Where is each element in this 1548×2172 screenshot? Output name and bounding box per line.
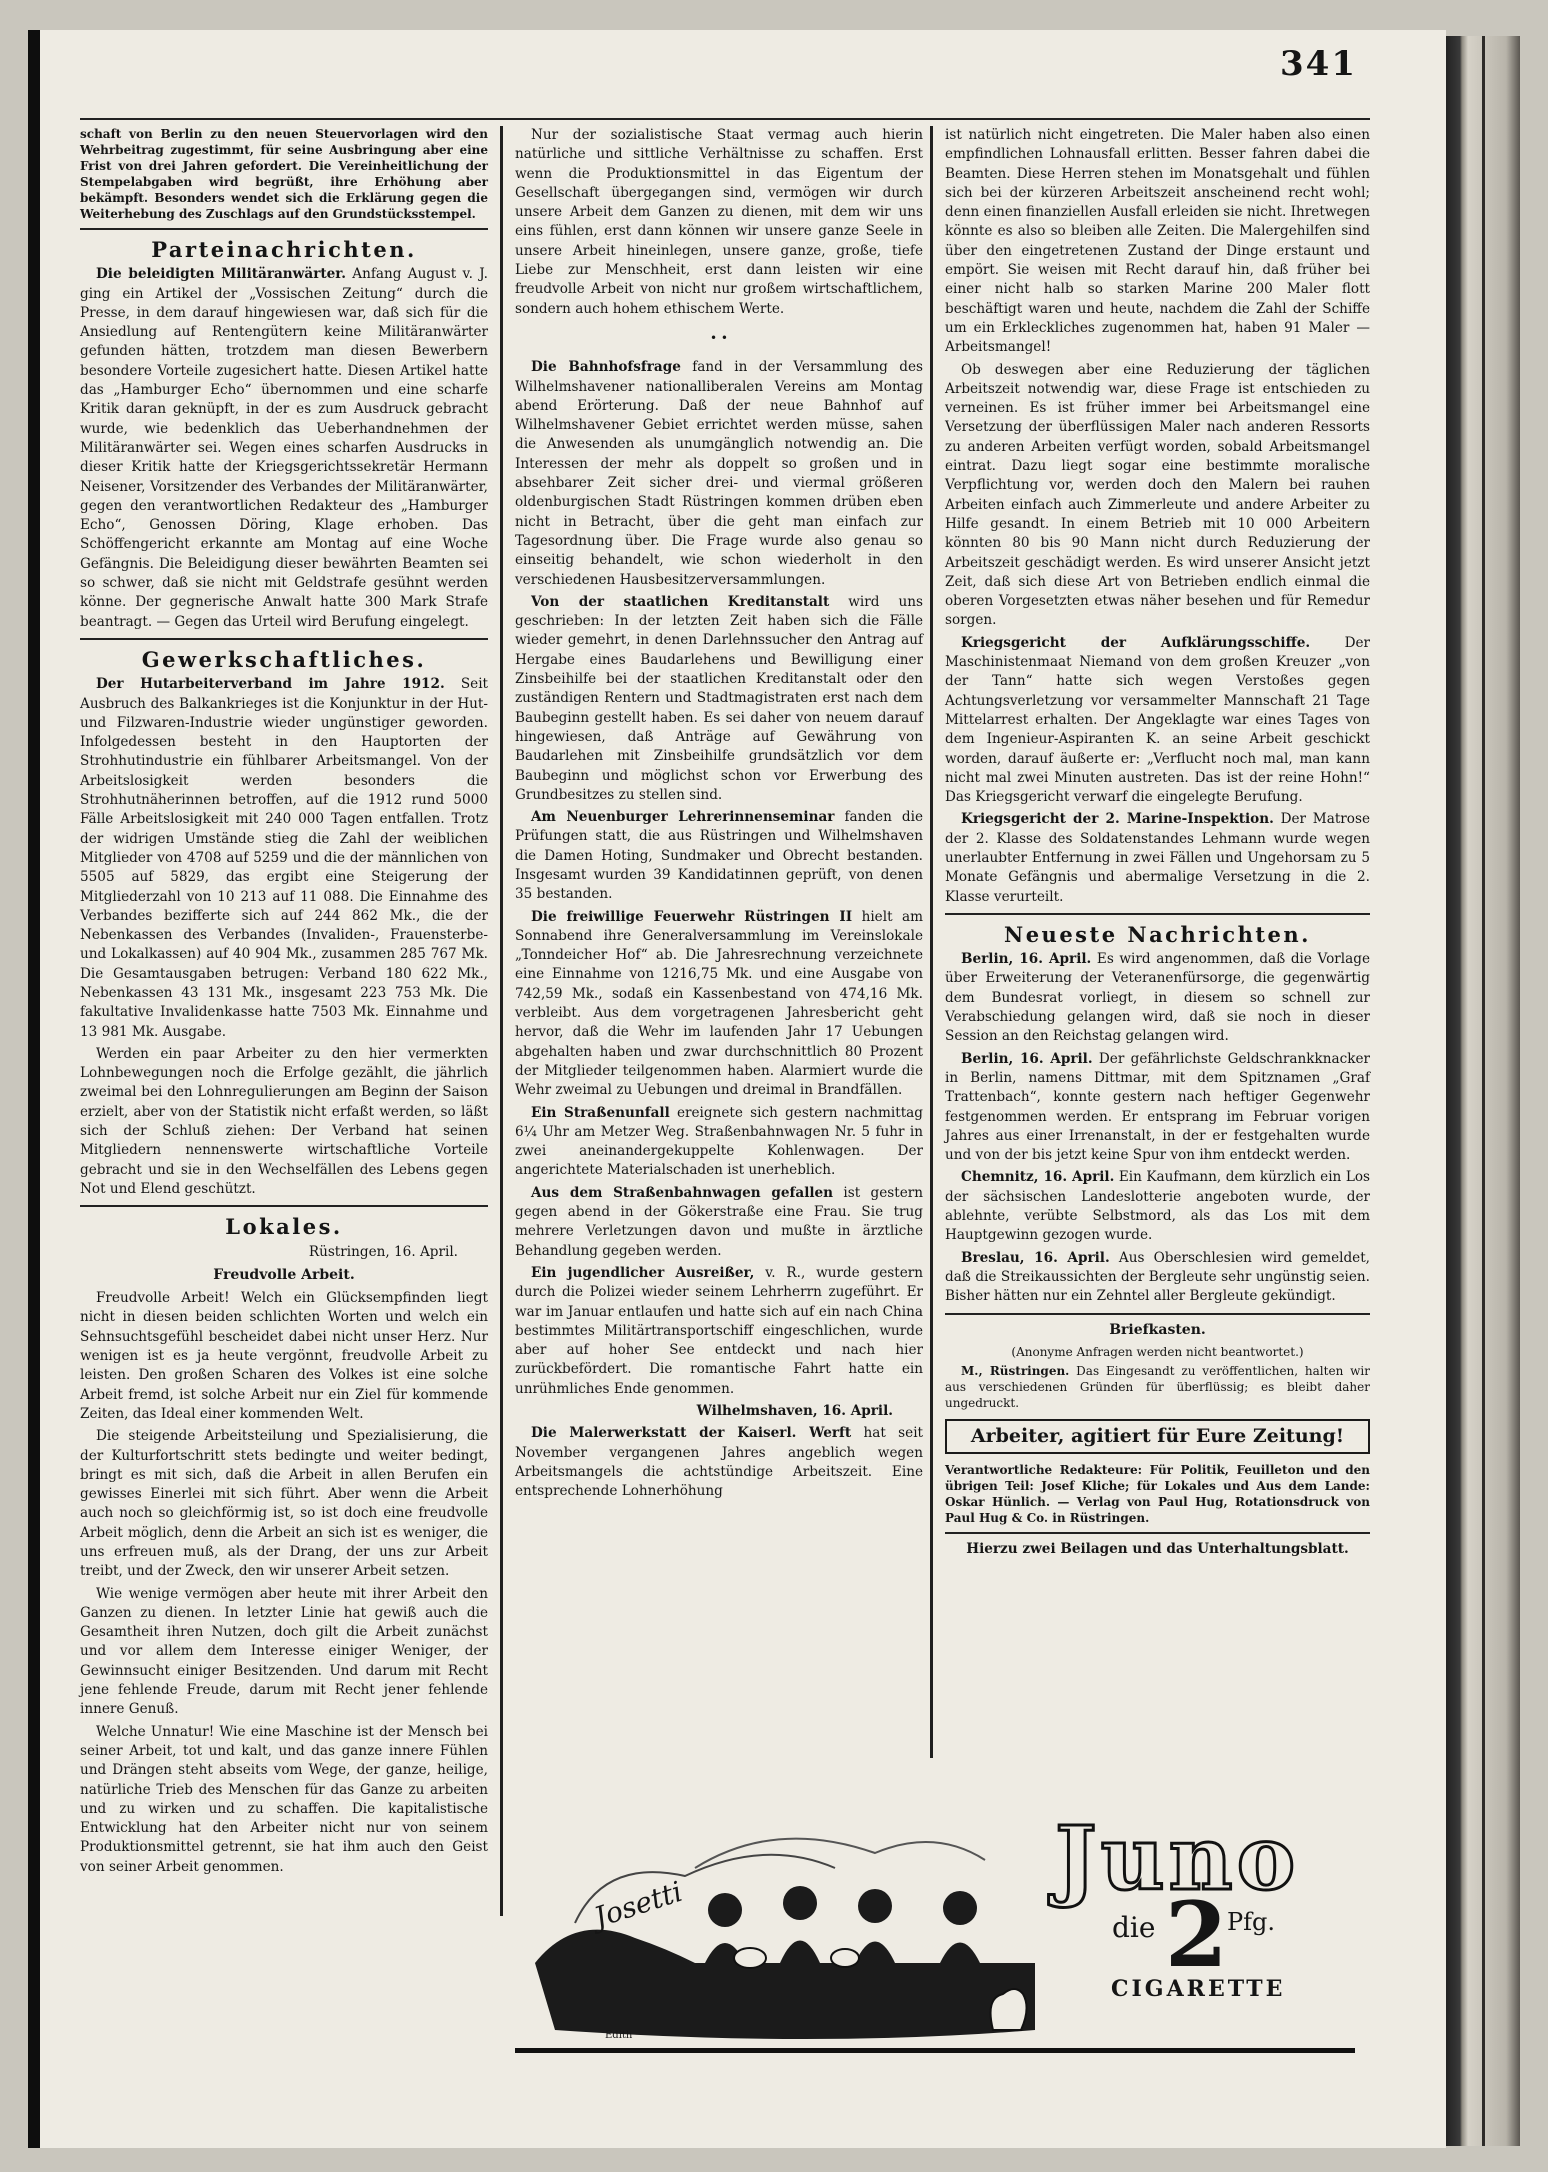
news-dateline: Berlin, 16. April. xyxy=(961,951,1092,968)
news-body: Es wird angenommen, daß die Vorlage über Erweiterung der Veteranenfürsorge, die gegenwärtig dem Bundesrat vorliegt, in diesem so schnell zur Verabschiedung gelangen wird, daß sie noch in dieser Session an den Reichstag gelangen wird. xyxy=(945,951,1371,1045)
article xyxy=(515,1184,923,1261)
article xyxy=(515,358,923,590)
dateline: Wilhelmshaven, 16. April. xyxy=(696,1403,893,1419)
article xyxy=(515,1264,923,1399)
section-rule xyxy=(80,1205,488,1207)
article xyxy=(80,265,488,632)
section-rule xyxy=(80,638,488,640)
artist-signature: Edith xyxy=(605,2030,633,2041)
article-body: Welche Unnatur! Wie eine Maschine ist der Mensch bei seiner Arbeit, tot und kalt, und das ganze innere Fühlen und Drängen steht abseits vom Wege, der ganze, heilige, natürliche Trieb des Menschen für das Ganze zu arbeiten und zu wirken und zu schaffen. Die kapitalistische Entwicklung hat den Arbeiter nicht nur von seinem Produktionsmittel getrennt, sie hat ihm auch den Geist von seiner Arbeit genommen. xyxy=(80,1723,488,1875)
ad-text-die: die xyxy=(1112,1911,1156,1944)
article xyxy=(945,634,1370,808)
woman-head xyxy=(783,1886,817,1920)
dateline: Rüstringen, 16. April. xyxy=(308,1243,458,1260)
briefkasten-heading: Briefkasten. xyxy=(1109,1321,1206,1338)
article-lead: Ein jugendlicher Ausreißer, xyxy=(531,1264,755,1281)
article-lead: Von der staatlichen Kreditanstalt xyxy=(531,593,830,610)
column-2 xyxy=(515,126,923,1504)
section-heading: Neueste Nachrichten. xyxy=(1004,921,1311,947)
column-divider xyxy=(930,126,933,1758)
ad-brand-script: Josetti xyxy=(590,1874,687,1935)
briefkasten-note: (Anonyme Anfragen werden nicht beantwortet.) xyxy=(1011,1344,1304,1359)
article-lead: Am Neuenburger Lehrerinnenseminar xyxy=(531,809,835,826)
slogan-box: Arbeiter, agitiert für Eure Zeitung! xyxy=(945,1419,1370,1454)
article-title: Freudvolle Arbeit. xyxy=(213,1266,355,1283)
article-body: Der Matrose der 2. Klasse des Soldatenstandes Lehmann wurde wegen unerlaubter Entfernung in zwei Fällen und Ungehorsam zu 5 Monate Gefängnis und abermalige Versetzung in die 2. Klasse verurteilt. xyxy=(945,811,1370,905)
teapot xyxy=(734,1948,766,1968)
article xyxy=(80,675,488,1042)
article-body: Der Maschinistenmaat Niemand von dem großen Kreuzer „von der Tann“ hatte sich wegen Verstoßes gegen Achtungsverletzung vor versammelter Mannschaft 21 Tage Mittelarrest erhalten. Der Angeklagte war eines Tages von dem Ingenieur-Aspiranten K. an seine Arbeit geschickt worden, darauf äußerte er: „Verflucht noch mal, man kann nicht mal zwei Minuten austreten. Das ist der reine Hohn!“ Das Kriegsgericht verwarf die eingelegte Berufung. xyxy=(945,634,1371,806)
article-lead: Die freiwillige Feuerwehr Rüstringen II xyxy=(531,908,853,925)
article xyxy=(515,1104,923,1181)
article xyxy=(515,593,923,805)
tea-party-illustration xyxy=(515,1798,1035,2048)
news-item xyxy=(945,950,1370,1046)
news-body: Aus Oberschlesien wird gemeldet, daß die Streikaussichten der Bergleute sehr ungünstig seien. Bisher hätten nur ein Zehntel aller Bergleute gekündigt. xyxy=(945,1249,1371,1305)
article-body: v. R., wurde gestern durch die Polizei wieder seinem Lehrherrn zugeführt. Er war im Januar entlaufen und hatte sich auf ein nach China bestimmtes Militärtransportschiff eingeschlichen, wurde aber auf hoher See entdeckt und nach hier zurückbefördert. Die romantische Fahrt hatte ein unrühmliches Ende genommen. xyxy=(515,1264,923,1397)
article-lead: Kriegsgericht der 2. Marine-Inspektion. xyxy=(961,811,1274,828)
supplement-note: Hierzu zwei Beilagen und das Unterhaltungsblatt. xyxy=(966,1541,1349,1558)
news-item xyxy=(945,1168,1370,1245)
article-body: Anfang August v. J. ging ein Artikel der „Vossischen Zeitung“ durch die Presse, in dem darauf hingewiesen war, daß sich für die Ansiedlung auf Rentengütern keine Militäranwärter gefunden hätten, trotzdem man diesen Bewerbern besondere Vorteile zugesichert hatte. Diesen Artikel hatte das „Hamburger Echo“ übernommen und eine scharfe Kritik daran geknüpft, in der es zum Ausdruck gebracht wurde, wie bedenklich das Ueberhandnehmen der Militäranwärter sei. Wegen eines scharfen Ausdrucks in dieser Kritik hatte der Kriegsgerichtssekretär Hermann Neisener, Vorsitzender des Verbandes der Militäranwärter, gegen den verantwortlichen Redakteur des „Hamburger Echo“, Genossen Döring, Klage erhoben. Das Schöffengericht erkannte am Montag auf eine Woche Gefängnis. Die Beleidigung dieser bewährten Beamten sei so schwer, daß sie nicht mit Geldstrafe gesühnt werden könne. Der gegnerische Anwalt hatte 300 Mark Strafe beantragt. — Gegen das Urteil wird Berufung eingelegt. xyxy=(80,266,488,630)
column-3 xyxy=(945,126,1370,1562)
article-body: wird uns geschrieben: In der letzten Zeit haben sich die Fälle wieder gemehrt, in denen Darlehnssucher den Antrag auf Hergabe eines Baudarlehens und Bewilligung einer Zinsbeihilfe bei der staatlichen Kreditanstalt oder den zuständigen Rentern und Stadtmagistraten erst nach dem Baubeginn gestellt haben. Es sei daher von neuem darauf hingewiesen, daß Anträge auf Gewährung von Baudarlehen mit Zinsbeihilfe grundsätzlich vor dem Baubeginn und möglichst schon vor Erwerbung des Grundbesitzes zu stellen sind. xyxy=(515,593,923,803)
article-body: ist natürlich nicht eingetreten. Die Maler haben also einen empfindlichen Lohnausfall erlitten. Besser fahren dabei die Beamten. Diese Herren stehen im Monatsgehalt und fühlen sich bei der kürzeren Arbeitszeit anscheinend recht wohl; denn einen finanziellen Ausfall erleiden sie nicht. Ihretwegen könnte es also so bleiben alle Zeiten. Die Malergehilfen sind über den eingetretenen Zustand der Dinge erstaunt und empört. Sie weisen mit Recht darauf hin, daß früher bei einer nicht halb so starken Marine 200 Maler flott beschäftigt waren und heute, nachdem die Zahl der Schiffe um ein Erkleckliches zugenommen hat, haben 91 Maler — Arbeitsmangel! xyxy=(945,127,1370,356)
section-rule xyxy=(945,913,1370,915)
page-number: 341 xyxy=(1280,44,1357,84)
ad-bottom-rule xyxy=(515,2048,1355,2053)
ad-price-unit: Pfg. xyxy=(1227,1908,1276,1936)
article-body: fand in der Versammlung des Wilhelmshavener nationalliberalen Vereins am Montag abend Erörterung. Daß der neue Bahnhof auf Wilhelmshavener Gebiet errichtet werden müsse, sahen die Anwesenden als unumgänglich notwendig an. Die Interessen der mehr als doppelt so großen und in absehbarer Zeit sicher drei- und viermal größeren oldenburgischen Stadt Rüstringen kommen drüben eben nicht in Betracht, über die geht man einfach zur Tagesordnung über. Die Frage wurde also genau so einseitig behandelt, wie schon wiederholt in den verschiedenen Hausbesitzerversammlungen. xyxy=(515,359,923,588)
news-item xyxy=(945,1249,1370,1307)
article-body: ereignete sich gestern nachmittag 6¼ Uhr am Metzer Weg. Straßenbahnwagen Nr. 5 fuhr in zwei aneinandergekuppelte Kohlenwagen. Der angerichtete Materialschaden ist unerheblich. xyxy=(515,1104,923,1179)
article xyxy=(515,908,923,1101)
header-rule xyxy=(80,118,1370,120)
briefkasten-entry xyxy=(945,1363,1370,1411)
teacup xyxy=(831,1949,859,1967)
article-lead: Die Malerwerkstatt der Kaiserl. Werft xyxy=(531,1425,852,1442)
article-body: fanden die Prüfungen statt, die aus Rüstringen und Wilhelmshaven die Damen Hoting, Sundmaker und Obrecht bestanden. Insgesamt wurden 39 Kandidatinnen geprüft, von denen 35 bestanden. xyxy=(515,809,923,903)
news-dateline: Berlin, 16. April. xyxy=(961,1050,1093,1067)
article-lead: Kriegsgericht der Aufklärungsschiffe. xyxy=(961,634,1311,651)
section-heading: Lokales. xyxy=(225,1214,343,1240)
article-lead: Ein Straßenunfall xyxy=(531,1104,670,1121)
article-lead: Aus dem Straßenbahnwagen gefallen xyxy=(531,1184,834,1201)
section-heading: Gewerkschaftliches. xyxy=(141,646,427,672)
article-body: Seit Ausbruch des Balkankrieges ist die Konjunktur in der Hut- und Filzwaren-Industrie wieder ungünstiger geworden. Infolgedessen besteht in den Hauptorten der Strohhutindustrie ein fühlbarer Arbeitsmangel. Von der Arbeitslosigkeit werden besonders die Strohhutnäherinnen betroffen, auf die 1912 rund 5000 Fälle Arbeitslosigkeit mit 240 000 Tagen entfallen. Trotz der widrigen Umstände stieg die Zahl der weiblichen Mitglieder von 4708 auf 5259 und die der männlichen von 5505 auf 5829, das ergibt eine Steigerung der Mitgliederzahl von 10 213 auf 11 088. Die Einnahme des Verbandes bezifferte sich auf 244 862 Mk., die der Nebenkassen des Verbandes (Invaliden-, Frauensterbe- und Lokalkassen) auf 40 904 Mk., zusammen 285 767 Mk. Die Gesamtausgaben betrugen: Verband 180 622 Mk., Nebenkassen 43 131 Mk., insgesamt 223 753 Mk. Die fakultative Invalidenkasse hatte 7503 Mk. Einnahme und 13 981 Mk. Ausgabe. xyxy=(80,676,489,1040)
article xyxy=(515,808,923,904)
section-heading: Parteinachrichten. xyxy=(151,237,417,262)
woman-figure xyxy=(940,1943,980,1964)
separator-dots: • • xyxy=(710,330,728,345)
article xyxy=(515,1424,923,1501)
woman-figure xyxy=(780,1941,820,1964)
article-body: ist gestern gegen abend in der Gökerstraße eine Frau. Sie trug mehrere Verletzungen davon und mußte in ärztliche Behandlung gegeben werden. xyxy=(515,1184,923,1259)
woman-head xyxy=(943,1891,977,1925)
article-body: Freudvolle Arbeit! Welch ein Glücksempfinden liegt nicht in diesen beiden schlichten Worten und welch ein Sehnsuchtsgefühl bescheidet dabei nicht unser Herz. Nur wenigen ist es ja heute vergönnt, freudvolle Arbeit zu leisten. Den großen Scharen des Volkes ist eine solche Arbeit fremd, ist solche Arbeit nur ein Ziel für kommende Zeiten, das Ideal einer kommenden Welt. xyxy=(80,1290,488,1422)
article-body: Ob deswegen aber eine Reduzierung der täglichen Arbeitszeit notwendig war, diese Frage ist entschieden zu verneinen. Es ist früher immer bei Arbeitsmangel eine Versetzung der überflüssigen Maler nach anderen Ressorts zu anderen Arbeiten verfügt worden, sobald Arbeitsmangel eintrat. Dazu liegt sogar eine bestimmte moralische Verpflichtung vor, werden doch den Malern bei rauhen Arbeiten einfach auch Zimmerleute und andere Arbeiter zu Hilfe gesandt. In einem Betrieb mit 10 000 Arbeitern könnten 80 bis 90 Mann nicht durch Reduzierung der Arbeitszeit geschädigt werden. Es wird unserer Ansicht jetzt Zeit, daß sich diese Art von Betrieben endlich einmal die oberen Vorgesetzten etwas näher besehen und für Remedur sorgen. xyxy=(945,361,1370,629)
briefkasten-text: Das Eingesandt zu veröffentlichen, halten wir aus verschiedenen Gründen für überflüssig; es bleibt daher ungedruckt. xyxy=(945,1363,1370,1410)
article-lead: Die Bahnhofsfrage xyxy=(531,359,681,376)
section-rule xyxy=(80,228,488,230)
article-body: Werden ein paar Arbeiter zu den hier vermerkten Lohnbewegungen noch die Erfolge gezählt, die jährlich zweimal bei den Lohnregulierungen am Beginn der Saison erzielt, aber von der Statistik nicht erfaßt werden, so läßt sich der Schluß ziehen: Der Verband hat seinen Mitgliedern nennenswerte wirtschaftliche Vorteile gebracht und sie in den Wechselfällen des Lebens gegen Not und Elend geschützt. xyxy=(80,1045,488,1197)
article xyxy=(945,810,1370,906)
section-rule xyxy=(945,1313,1370,1315)
intro-paragraph: schaft von Berlin zu den neuen Steuervorlagen wird den Wehrbeitrag zugestimmt, für seine Ausbringung aber eine Frist von drei Jahren gefordert. Die Vereinheitlichung der Stempelabgaben wird begrüßt, ihre Erhöhung aber bekämpft. Besonders wendet sich die Erklärung gegen die Weiterhebung des Zuschlags auf den Grundstücksstempel. xyxy=(80,127,488,221)
ad-brand-name: Juno xyxy=(1055,1806,1300,1910)
woman-head xyxy=(858,1889,892,1923)
page-edge xyxy=(28,30,40,2148)
smoke-swirl xyxy=(695,1839,985,1868)
juno-cigarette-ad xyxy=(515,1798,1370,2060)
briefkasten-recipient: M., Rüstringen. xyxy=(961,1363,1070,1378)
article-lead: Der Hutarbeiterverband im Jahre 1912. xyxy=(96,676,445,693)
ad-product: CIGARETTE xyxy=(1111,1976,1286,2002)
news-item xyxy=(945,1050,1370,1166)
woman-figure xyxy=(855,1942,895,1964)
section-rule xyxy=(945,1532,1370,1534)
news-body: Der gefährlichste Geldschrankknacker in Berlin, namens Dittmar, mit dem Spitznamen „Graf Trattenbach“, konnte gestern nach heftiger Gegenwehr festgenommen werden. Er entsprang im Februar vorigen Jahres aus einer Irrenanstalt, in der er festgehalten wurde und von der bis jetzt keine Spur von ihm entdeckt werden. xyxy=(945,1050,1370,1164)
column-divider xyxy=(500,126,503,1916)
article-body: Wie wenige vermögen aber heute mit ihrer Arbeit den Ganzen zu dienen. In letzter Linie hat gewiß auch die Gesamtheit ihren Nutzen, doch gilt die Arbeit zunächst und vor allem dem Interesse einiger Weniger, der Gewinnsucht einiger Besitzenden. Und darum mit Recht jene fehlende Freude, darum mit Recht jener fehlende innere Genuß. xyxy=(80,1585,488,1718)
ad-price: 2 xyxy=(1165,1882,1228,1988)
news-body: Ein Kaufmann, dem kürzlich ein Los der sächsischen Landeslotterie angeboten wurde, der ablehnte, verübte Selbstmord, als das Los mit dem Hauptgewinn gezogen wurde. xyxy=(945,1169,1371,1244)
article-body: hat seit November vergangenen Jahres angeblich wegen Arbeitsmangels die achtstündige Arbeitszeit. Eine entsprechende Lohnerhöhung xyxy=(515,1425,923,1500)
article-body: Die steigende Arbeitsteilung und Spezialisierung, die der Kulturfortschritt stets bedingte und weiter bedingt, bringt es mit sich, daß die Arbeit in allen Berufen ein gewisses Einerlei mit sich führt. Aber wenn die Arbeit auch noch so gleichförmig ist, so ist doch eine freudvolle Arbeit möglich, denn die Arbeit an sich ist es weniger, die uns erfreuen muß, als der Drang, der uns zur Arbeit treibt, und der Zweck, den wir unserer Arbeit setzen. xyxy=(80,1428,488,1580)
article-body: hielt am Sonnabend ihre Generalversammlung im Vereinslokale „Tonndeicher Hof“ ab. Die Jahresrechnung verzeichnete eine Einnahme von 1216,75 Mk. und eine Ausgabe von 742,59 Mk., sodaß ein Kassenbestand von 474,16 Mk. verbleibt. Aus dem vorgetragenen Jahresbericht geht hervor, daß die Wehr im laufenden Jahr 17 Uebungen abgehalten haben und zwar durchschnittlich 80 Prozent der Mitglieder teilgenommen haben. Alarmiert wurde die Wehr zweimal zu Uebungen und dreimal in Brandfällen. xyxy=(515,908,923,1099)
page-binding xyxy=(1446,36,1520,2146)
column-1 xyxy=(80,126,488,1880)
article-body: Nur der sozialistische Staat vermag auch hierin natürliche und sittliche Verhältnisse zu schaffen. Erst wenn die Produktionsmittel in das Eigentum der Gesellschaft übergegangen sind, vermögen wir durch unsere Arbeit dem Ganzen zu dienen, mit dem wir uns eins fühlen, erst dann können wir unsere ganze Seele in unsere Arbeit hineinlegen, unsere ganze, große, tiefe Liebe zur Menschheit, erst dann leisten wir eine freudvolle Arbeit von nicht nur großem wirtschaftlichem, sondern auch hohem ethischem Werte. xyxy=(515,127,923,317)
article-lead: Die beleidigten Militäranwärter. xyxy=(96,266,346,283)
imprint: Verantwortliche Redakteure: Für Politik, Feuilleton und den übrigen Teil: Josef Kliche; für Lokales und Aus dem Lande: Oskar Hünlich. — Verlag von Paul Hug, Rotationsdruck von Paul Hug & Co. in Rüstringen. xyxy=(945,1463,1370,1526)
news-dateline: Chemnitz, 16. April. xyxy=(961,1169,1115,1186)
woman-head xyxy=(708,1893,742,1927)
news-dateline: Breslau, 16. April. xyxy=(961,1249,1110,1266)
